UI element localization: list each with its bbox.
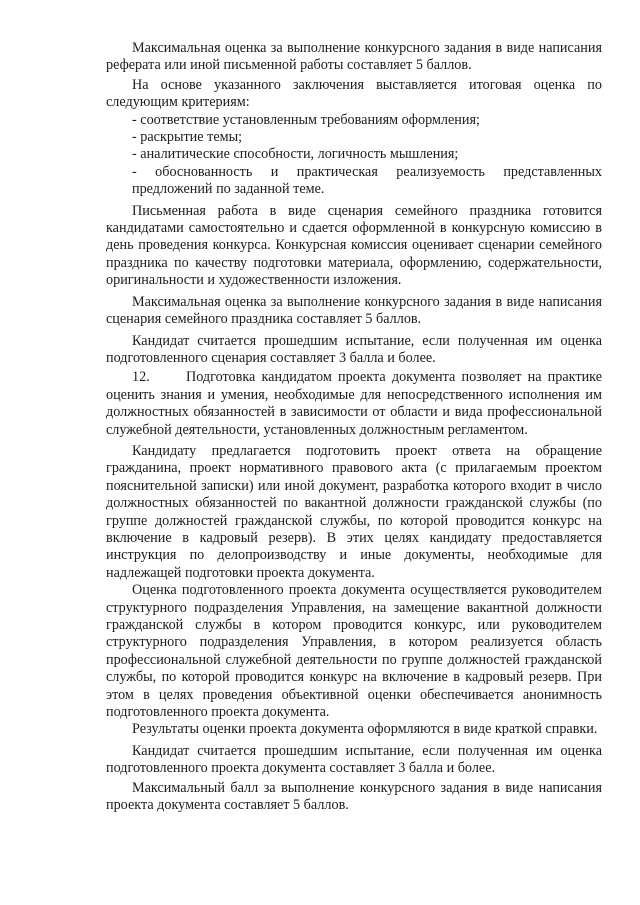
paragraph-max-score-script: Максимальная оценка за выполнение конкурсного задания в виде написания сценария семейного праздника составляет 5 баллов. <box>106 293 602 328</box>
paragraph-passed-script: Кандидат считается прошедшим испытание, если полученная им оценка подготовленного сценария составляет 3 балла и более. <box>106 332 602 366</box>
document-body <box>106 40 602 814</box>
criteria-item: - раскрытие темы; <box>132 129 243 146</box>
item-12 <box>106 369 602 439</box>
item-12-text: Подготовка кандидатом проекта документа позволяет на практике оценить знания и умения, необходимые для непосредственного исполнения им должностных обязанностей в зависимости от области и вида профессиональной служебной деятельности, установленных должностным регламентом. <box>106 369 602 438</box>
paragraph-results-memo: Результаты оценки проекта документа оформляются в виде краткой справки. <box>132 721 598 738</box>
paragraph-document-project-task: Кандидату предлагается подготовить проект ответа на обращение гражданина, проект нормативного правового акта (с прилагаемым проектом пояснительной записки) или иной документ, разработка которого входит в число должностных обязанностей по вакантной должности гражданской службы (по группе должностей гражданской службы, по которой проводится конкурс на включение в кадровый резерв). В этих целях кандидату предоставляется инструкция по делопроизводству и иные документы, необходимые для надлежащей подготовки проекта документа. <box>106 442 602 581</box>
paragraph-max-score-project: Максимальный балл за выполнение конкурсного задания в виде написания проекта документа составляет 5 баллов. <box>106 779 602 814</box>
paragraph-passed-project: Кандидат считается прошедшим испытание, если полученная им оценка подготовленного проекта документа составляет 3 балла и более. <box>106 742 602 777</box>
criteria-item: - аналитические способности, логичность мышления; <box>132 146 459 163</box>
paragraph-family-holiday-script: Письменная работа в виде сценария семейного праздника готовится кандидатами самостоятельно и сдается оформленной в конкурсную комиссию в день проведения конкурса. Конкурсная комиссия оценивает сценарии семейного праздника по качеству подготовки материала, оформлению, содержательности, оригинальности и художественности изложения. <box>106 202 602 289</box>
criteria-item: - обоснованность и практическая реализуемость представленных предложений по заданной теме. <box>132 163 602 198</box>
paragraph-project-evaluation: Оценка подготовленного проекта документа осуществляется руководителем структурного подразделения Управления, на замещение вакантной должности гражданской службы в котором проводится конкурс, или руководителем структурного подразделения Управления, в котором реализуется область профессиональной служебной деятельности по группе должностей гражданской службы, по которой проводится конкурс на включение в кадровый резерв. При этом в целях проведения объективной оценки обеспечивается анонимность подготовленного проекта документа. <box>106 582 602 721</box>
criteria-item: - соответствие установленным требованиям оформления; <box>132 111 480 128</box>
paragraph-final-score-criteria: На основе указанного заключения выставляется итоговая оценка по следующим критериям: <box>106 76 602 111</box>
paragraph-max-score-essay: Максимальная оценка за выполнение конкурсного задания в виде написания реферата или иной письменной работы составляет 5 баллов. <box>106 40 602 74</box>
item-12-number: 12. <box>132 369 150 386</box>
